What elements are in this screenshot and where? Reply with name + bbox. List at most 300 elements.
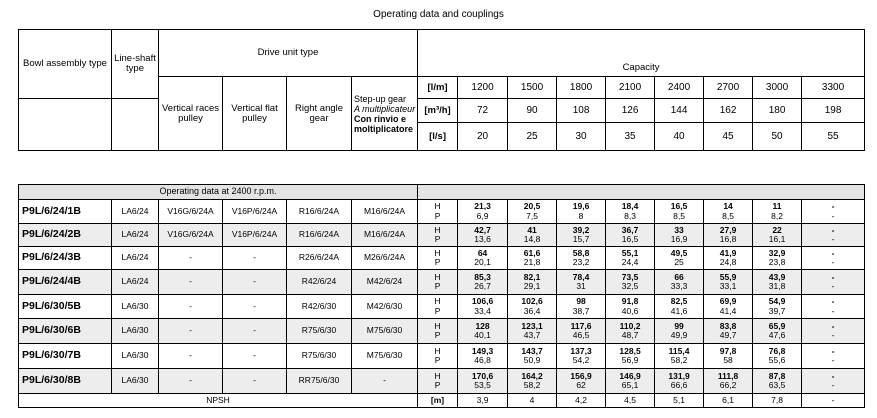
flat-pulley-cell: - [223,247,287,270]
power-value: 8,5 [722,210,734,221]
hp-value-cell [458,295,508,319]
power-value: 58 [723,355,733,365]
line-shaft-type-header: Line-shaft type [112,30,159,99]
hp-value-cell [655,369,704,394]
hp-value-cell [508,200,557,224]
power-value: 31,8 [768,281,786,291]
head-value: - [831,224,835,235]
hp-label-cell [418,200,458,224]
hp-value-cell [655,295,704,319]
hp-label-cell [418,319,458,344]
cap-lm-2: 1500 [508,77,557,99]
hp-value-cell [606,200,655,224]
model-cell: P9L/6/24/3B [19,247,112,270]
head-value: 55,1 [621,247,639,258]
power-value: 53,5 [474,380,491,390]
head-value: - [831,247,835,258]
hp-value-cell [655,319,704,344]
power-value: - [831,281,835,291]
cap-m3h-6: 162 [704,99,753,123]
hp-value-cell [557,344,606,369]
angle-gear-cell: R42/6/24 [287,270,352,295]
hp-value-cell [606,295,655,319]
table-row [19,247,865,270]
races-pulley-cell: - [159,270,223,295]
step-up-cell: M42/6/24 [352,270,418,295]
table-row [19,200,865,224]
table-row [19,369,865,394]
hp-value-cell [802,224,865,247]
power-value: 33,4 [474,305,491,316]
head-value: 16,5 [670,201,688,211]
page-title: Operating data and couplings [373,9,504,20]
head-value: 43,9 [768,271,786,282]
power-value: 36,4 [523,305,541,316]
step-up-cell: M75/6/30 [352,319,418,344]
cap-lm-6: 2700 [704,77,753,99]
npsh-value: 4,2 [557,394,606,408]
angle-gear-cell: R16/6/24A [287,200,352,224]
cap-m3h-1: 72 [458,99,508,123]
line-shaft-cell: LA6/30 [112,295,159,319]
hp-value-cell [753,247,802,270]
power-value: 23,2 [572,257,590,267]
power-value: 56,9 [621,355,639,365]
hp-value-cell [458,247,508,270]
hp-value-cell [508,247,557,270]
head-value: 76,8 [768,345,786,356]
hp-value-cell [557,319,606,344]
hp-value-cell [606,270,655,295]
flat-pulley-cell: V16P/6/24A [223,224,287,247]
p-label: P [434,281,441,291]
drive-unit-type-header: Drive unit type [159,30,418,77]
p-label: P [434,257,441,267]
head-value: 97,8 [719,345,737,356]
head-value: 41,9 [719,247,737,258]
power-value: 55,6 [768,355,786,365]
step-up-en: Step-up gear [354,93,407,104]
power-value: 8 [578,210,584,221]
hp-value-cell [606,224,655,247]
head-value: 14 [723,201,733,211]
hp-value-cell [606,344,655,369]
head-value: 111,8 [717,370,739,381]
power-value: 24,8 [719,257,737,267]
flat-pulley-cell: - [223,270,287,295]
hp-value-cell [802,344,865,369]
hp-value-cell [458,344,508,369]
power-value: 16,5 [621,234,639,244]
power-value: 26,7 [474,281,491,291]
power-value: 65,1 [621,380,639,390]
hp-label-cell [418,247,458,270]
step-up-cell: M16/6/24A [352,200,418,224]
hp-value-cell [557,270,606,295]
power-value: - [831,305,835,316]
npsh-value: 4 [508,394,557,408]
power-value: 49,9 [670,330,688,340]
h-label: H [434,201,441,211]
head-value: 41 [527,224,537,235]
power-value: 58,2 [523,380,541,390]
head-value: 102,6 [521,296,543,306]
power-value: 40,1 [474,330,491,340]
model-cell: P9L/6/24/4B [19,270,112,295]
cap-m3h-5: 144 [655,99,704,123]
hp-value-cell [655,224,704,247]
cap-lm-7: 3000 [753,77,802,99]
power-value: 41,4 [719,305,737,316]
head-value: 164,2 [521,370,543,381]
line-shaft-cell: LA6/30 [112,344,159,369]
hp-value-cell [802,247,865,270]
head-value: 91,8 [621,296,639,306]
h-label: H [434,345,441,356]
power-value: 21,8 [523,257,541,267]
power-value: 66,6 [670,380,688,390]
hp-value-cell [655,270,704,295]
h-label: H [434,271,441,282]
unit-m3h: [m³/h] [418,99,458,123]
head-value: 117,6 [570,320,592,331]
power-value: 43,7 [523,330,541,340]
step-up-cell: M16/6/24A [352,224,418,247]
head-value: 18,4 [621,201,639,211]
unit-lm: [l/m] [418,77,458,99]
angle-gear-cell: R75/6/30 [287,319,352,344]
power-value: 8,2 [771,210,783,221]
flat-pulley-cell: - [223,369,287,394]
head-value: 87,8 [768,370,786,381]
power-value: 46,8 [474,355,491,365]
head-value: 65,9 [768,320,786,331]
head-value: 22 [772,224,782,235]
model-cell: P9L/6/24/2B [19,224,112,247]
model-cell: P9L/6/30/5B [19,295,112,319]
power-value: 46,5 [572,330,590,340]
hp-value-cell [458,224,508,247]
head-value: - [831,201,835,211]
cap-ls-3: 30 [557,123,606,151]
hp-value-cell [557,369,606,394]
line-shaft-cell: LA6/24 [112,270,159,295]
power-value: 32,5 [621,281,639,291]
power-value: 15,7 [572,234,590,244]
angle-gear-cell: R42/6/30 [287,295,352,319]
hp-value-cell [508,319,557,344]
hp-label-cell [418,295,458,319]
hp-value-cell [655,200,704,224]
head-value: 146,9 [619,370,641,381]
hp-value-cell [606,247,655,270]
hp-value-cell [802,295,865,319]
cap-m3h-3: 108 [557,99,606,123]
operating-data-table [18,184,865,408]
power-value: - [831,380,835,390]
hp-value-cell [753,319,802,344]
power-value: 63,5 [768,380,786,390]
hp-value-cell [508,369,557,394]
power-value: 48,7 [621,330,639,340]
head-value: 85,3 [474,271,491,282]
hp-value-cell [753,200,802,224]
table-row [19,319,865,344]
head-value: 123,1 [521,320,543,331]
step-up-cell: M75/6/30 [352,344,418,369]
cap-lm-8: 3300 [802,77,865,99]
hp-value-cell [458,369,508,394]
hp-value-cell [458,319,508,344]
hp-value-cell [802,319,865,344]
cap-ls-8: 55 [802,123,865,151]
p-label: P [434,210,441,221]
flat-pulley-cell: - [223,295,287,319]
power-value: 66,2 [719,380,737,390]
cap-m3h-7: 180 [753,99,802,123]
head-value: 61,6 [523,247,541,258]
head-value: 33 [674,224,684,235]
head-value: 32,9 [768,247,786,258]
hp-value-cell [704,200,753,224]
hp-value-cell [606,319,655,344]
head-value: 128 [475,320,490,331]
head-value: 143,7 [521,345,543,356]
p-label: P [434,380,441,390]
npsh-value: 5,1 [655,394,704,408]
power-value: 40,6 [621,305,639,316]
p-label: P [434,305,441,316]
power-value: 6,9 [476,210,489,221]
p-label: P [434,355,441,365]
cap-ls-5: 40 [655,123,704,151]
hp-value-cell [802,369,865,394]
npsh-unit: [m] [418,394,458,408]
cap-ls-6: 45 [704,123,753,151]
power-value: 62 [576,380,586,390]
npsh-value: 6,1 [704,394,753,408]
head-value: 66 [674,271,684,282]
head-value: - [831,271,835,282]
line-shaft-cell: LA6/30 [112,319,159,344]
races-pulley-cell: V16G/6/24A [159,224,223,247]
hp-value-cell [458,270,508,295]
table-row [19,224,865,247]
power-value: 16,8 [719,234,737,244]
hp-value-cell [753,295,802,319]
cap-lm-3: 1800 [557,77,606,99]
head-value: 98 [576,296,586,306]
model-cell: P9L/6/30/6B [19,319,112,344]
flat-pulley-cell: - [223,319,287,344]
h-label: H [434,320,441,331]
hp-value-cell [704,224,753,247]
power-value: 23,8 [768,257,786,267]
power-value: 14,8 [523,234,541,244]
cap-ls-1: 20 [458,123,508,151]
races-pulley-cell: - [159,295,223,319]
cap-m3h-2: 90 [508,99,557,123]
head-value: 137,3 [570,345,592,356]
head-value: 21,3 [474,201,491,211]
hp-value-cell [753,369,802,394]
head-value: 82,5 [670,296,688,306]
power-value: - [831,257,835,267]
npsh-value: 7,8 [753,394,802,408]
npsh-value: 4,5 [606,394,655,408]
hp-value-cell [704,344,753,369]
line-shaft-cell: LA6/24 [112,224,159,247]
hp-label-cell [418,270,458,295]
hp-value-cell [557,295,606,319]
hp-value-cell [557,200,606,224]
hp-value-cell [508,270,557,295]
hp-value-cell [704,295,753,319]
hp-value-cell [655,247,704,270]
hp-value-cell [655,344,704,369]
hp-value-cell [508,295,557,319]
hp-value-cell [704,369,753,394]
power-value: 54,2 [572,355,590,365]
operating-data-header: Operating data at 2400 r.p.m. [19,185,418,200]
npsh-label: NPSH [19,394,418,408]
line-shaft-cell: LA6/30 [112,369,159,394]
step-up-gear-header [352,77,418,151]
head-value: 99 [674,320,684,331]
head-value: 27,9 [719,224,737,235]
step-up-cell: - [352,369,418,394]
hp-value-cell [802,200,865,224]
head-value: 131,9 [668,370,690,381]
head-value: 19,6 [572,201,590,211]
capacity-header: Capacity [418,30,865,77]
cap-m3h-8: 198 [802,99,865,123]
races-pulley-cell: - [159,369,223,394]
cap-lm-1: 1200 [458,77,508,99]
head-value: 54,9 [768,296,786,306]
hp-value-cell [458,200,508,224]
power-value: 50,9 [523,355,541,365]
power-value: 16,9 [670,234,688,244]
power-value: 7,5 [526,210,538,221]
step-up-cell: M42/6/30 [352,295,418,319]
head-value: 73,5 [621,271,639,282]
cap-ls-4: 35 [606,123,655,151]
p-label: P [434,234,441,244]
hp-value-cell [704,319,753,344]
couplings-header-table [18,29,865,151]
head-value: 128,5 [619,345,641,356]
model-cell: P9L/6/30/8B [19,369,112,394]
table-row [19,344,865,369]
power-value: - [831,234,835,244]
hp-value-cell [704,247,753,270]
flat-pulley-cell: - [223,344,287,369]
head-value: 78,4 [572,271,590,282]
head-value: 170,6 [471,370,494,381]
races-pulley-cell: - [159,247,223,270]
h-label: H [434,296,441,306]
head-value: - [831,296,835,306]
power-value: - [831,330,835,340]
cap-lm-5: 2400 [655,77,704,99]
power-value: 24,4 [621,257,639,267]
power-value: 47,6 [768,330,786,340]
power-value: 29,1 [523,281,541,291]
model-cell: P9L/6/24/1B [19,200,112,224]
model-cell: P9L/6/30/7B [19,344,112,369]
angle-gear-cell: R75/6/30 [287,344,352,369]
hp-label-cell [418,224,458,247]
line-shaft-cell: LA6/24 [112,247,159,270]
power-value: 38,7 [572,305,590,316]
npsh-value: - [802,394,865,408]
right-angle-gear-header: Right angle gear [287,77,352,151]
cap-ls-2: 25 [508,123,557,151]
head-value: 64 [477,247,488,258]
head-value: 11 [772,201,782,211]
flat-pulley-cell: V16P/6/24A [223,200,287,224]
head-value: 39,2 [572,224,590,235]
hp-value-cell [753,344,802,369]
head-value: 83,8 [719,320,737,331]
power-value: 41,6 [670,305,688,316]
npsh-value: 3,9 [458,394,508,408]
step-up-cell: M26/6/24A [352,247,418,270]
head-value: 149,3 [471,345,494,356]
h-label: H [434,224,441,235]
head-value: - [831,320,835,331]
hp-value-cell [508,224,557,247]
line-shaft-cell: LA6/24 [112,200,159,224]
hp-value-cell [557,247,606,270]
angle-gear-cell: RR75/6/30 [287,369,352,394]
cap-ls-7: 50 [753,123,802,151]
power-value: 33,3 [670,281,688,291]
head-value: 110,2 [619,320,641,331]
hp-value-cell [557,224,606,247]
power-value: - [831,210,835,221]
cap-m3h-4: 126 [606,99,655,123]
table-row [19,295,865,319]
vertical-races-pulley-header: Vertical races pulley [159,77,223,151]
power-value: 16,1 [768,234,786,244]
h-label: H [434,247,441,258]
head-value: 36,7 [621,224,639,235]
head-value: - [831,345,835,356]
head-value: 156,9 [570,370,592,381]
head-value: 69,9 [719,296,737,306]
hp-value-cell [606,369,655,394]
hp-value-cell [704,270,753,295]
head-value: - [831,370,835,381]
races-pulley-cell: - [159,319,223,344]
angle-gear-cell: R16/6/24A [287,224,352,247]
hp-value-cell [508,344,557,369]
hp-value-cell [753,270,802,295]
hp-value-cell [802,270,865,295]
step-up-fr: A multiplicateur [354,103,416,114]
angle-gear-cell: R26/6/24A [287,247,352,270]
step-up-it: Con rinvio e moltiplicatore [354,113,414,134]
cap-lm-4: 2100 [606,77,655,99]
head-value: 55,9 [719,271,737,282]
hp-label-cell [418,344,458,369]
races-pulley-cell: - [159,344,223,369]
npsh-row [19,394,865,408]
vertical-flat-pulley-header: Vertical flat pulley [223,77,287,151]
power-value: 39,7 [768,305,786,316]
